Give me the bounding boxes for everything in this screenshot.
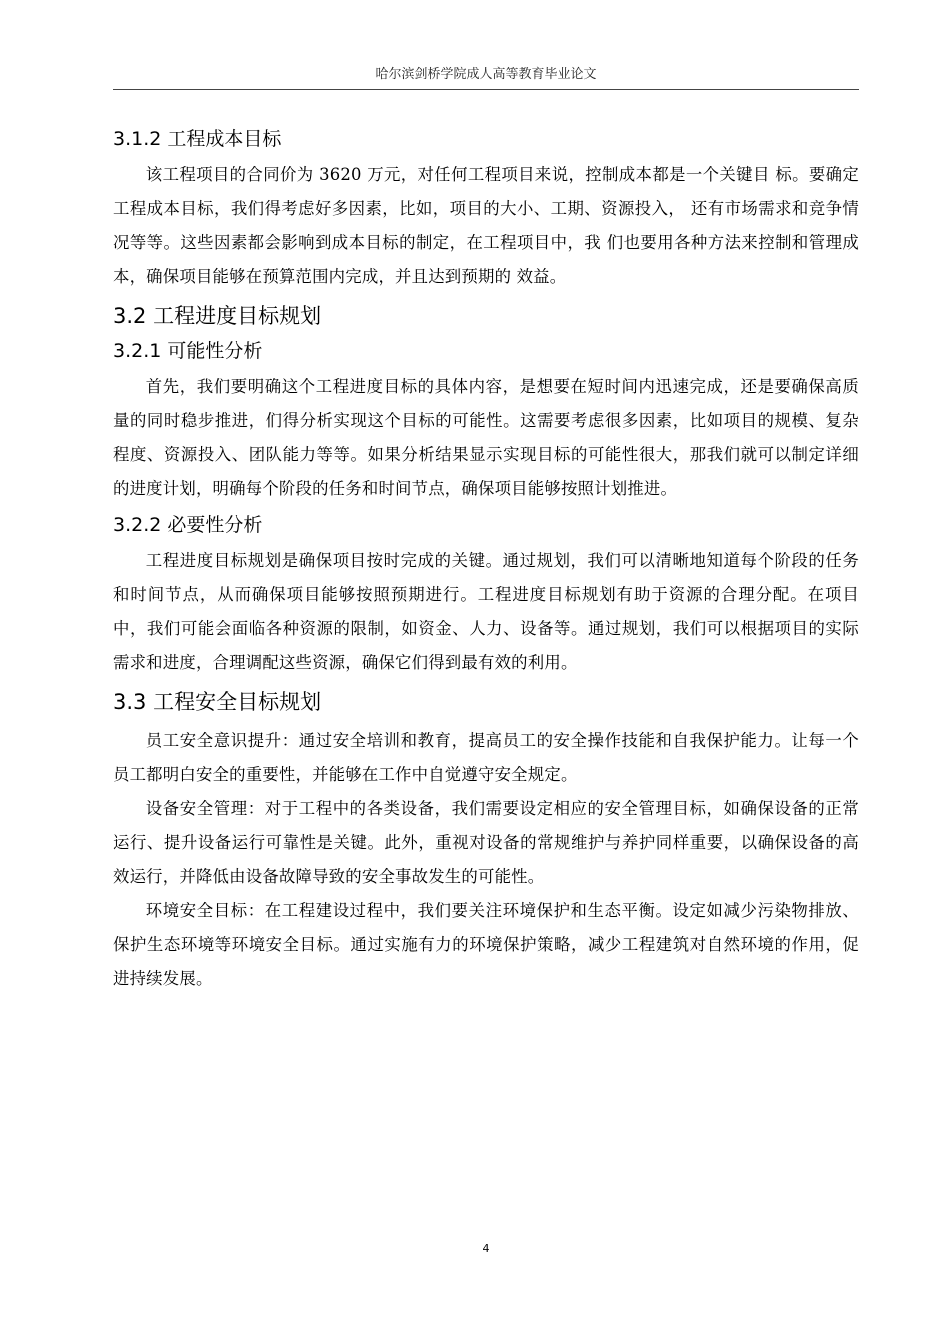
page-header: 哈尔滨剑桥学院成人高等教育毕业论文 <box>375 67 597 82</box>
section-3-3-paragraph-environment: 环境安全目标：在工程建设过程中，我们要关注环境保护和生态平衡。设定如减少污染物排放、保护生态环境等环境安全目标。通过实施有力的环境保护策略，减少工程建筑对自然环境的作用，促进持续发展。 <box>113 901 859 988</box>
section-3-2-1-paragraph: 首先，我们要明确这个工程进度目标的具体内容，是想要在短时间内迅速完成，还是要确保高质量的同时稳步推进，们得分析实现这个目标的可能性。这需要考虑很多因素，比如项目的规模、复杂程度、资源投入、团队能力等等。如果分析结果显示实现目标的可能性很大，那我们就可以制定详细的进度计划，明确每个阶段的任务和时间节点，确保项目能够按照计划推进。 <box>113 377 859 498</box>
section-3-3-heading: 3.3 工程安全目标规划 <box>113 690 322 714</box>
section-3-1-2-heading: 3.1.2 工程成本目标 <box>113 128 282 150</box>
section-3-1-2-paragraph: 该工程项目的合同价为 3620 万元，对任何工程项目来说，控制成本都是一个关键目 标。要确定工程成本目标，我们得考虑好多因素，比如，项目的大小、工期、资源投入， 还有市场需求和竞争情况等等。这些因素都会影响到成本目标的制定，在工程项目中，我 们也要用各种方法来控制和管理成本，确保项目能够在预算范围内完成，并且达到预期的 效益。 <box>113 165 859 286</box>
section-3-2-1-heading: 3.2.1 可能性分析 <box>113 340 263 362</box>
section-3-2-2-heading: 3.2.2 必要性分析 <box>113 514 263 536</box>
document-body <box>113 120 859 996</box>
header-divider <box>113 89 859 90</box>
section-3-2-heading: 3.2 工程进度目标规划 <box>113 304 322 328</box>
section-3-2-2-paragraph: 工程进度目标规划是确保项目按时完成的关键。通过规划，我们可以清晰地知道每个阶段的任务和时间节点，从而确保项目能够按照预期进行。工程进度目标规划有助于资源的合理分配。在项目中，我们可能会面临各种资源的限制，如资金、人力、设备等。通过规划，我们可以根据项目的实际需求和进度，合理调配这些资源，确保它们得到最有效的利用。 <box>113 551 859 672</box>
section-3-3-paragraph-equipment: 设备安全管理：对于工程中的各类设备，我们需要设定相应的安全管理目标，如确保设备的正常运行、提升设备运行可靠性是关键。此外，重视对设备的常规维护与养护同样重要，以确保设备的高效运行，并降低由设备故障导致的安全事故发生的可能性。 <box>113 799 859 886</box>
section-3-3-paragraph-staff: 员工安全意识提升：通过安全培训和教育，提高员工的安全操作技能和自我保护能力。让每一个员工都明白安全的重要性，并能够在工作中自觉遵守安全规定。 <box>113 731 859 784</box>
page-number: 4 <box>482 1242 490 1255</box>
